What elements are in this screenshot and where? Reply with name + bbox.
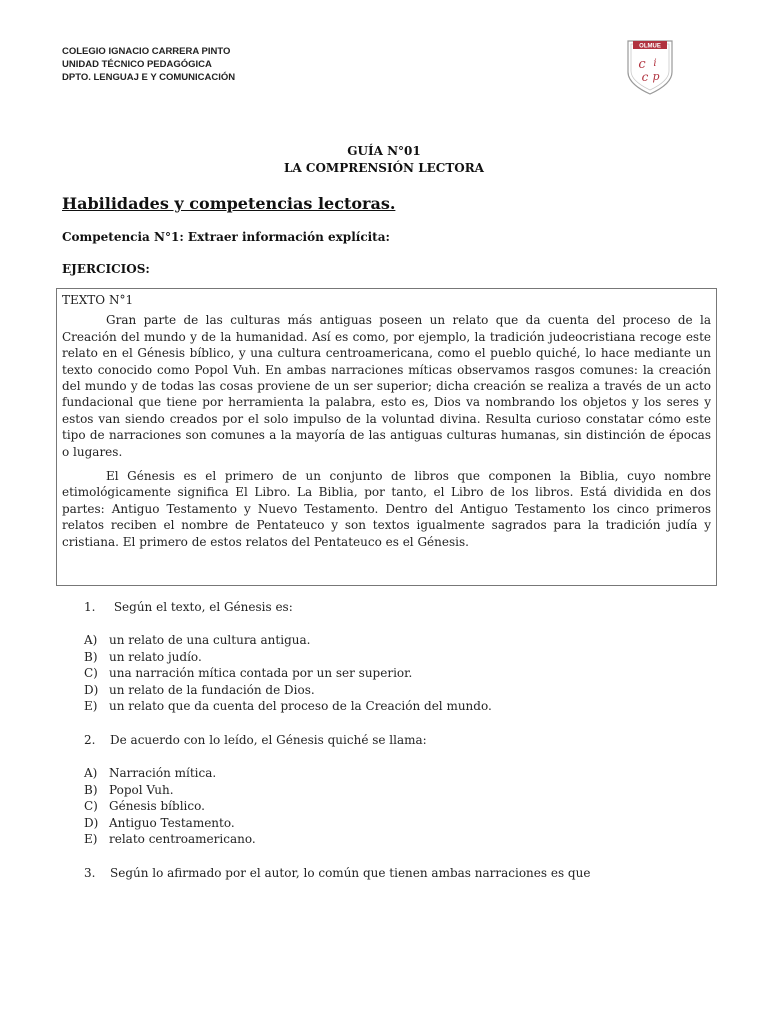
- text-paragraph-2: El Génesis es el primero de un conjunto de libros que componen la Biblia, cuyo nombre etimológicamente significa El Libro. La Biblia, por tanto, el Libro de los libros. Está dividida en dos partes: Antiguo Testamento y Nuevo Testamento. Dentro del Antiguo Testamento los cinco primeros relatos reciben el nombre de Pentateuco y son textos igualmente sagrados para la tradición judía y cristiana. El primero de estos relatos del Pentateuco es el Génesis.: [62, 469, 711, 549]
- option-e: E) relato centroamericano.: [84, 832, 256, 847]
- question-text: Según lo afirmado por el autor, lo común que tienen ambas narraciones es que: [110, 866, 591, 880]
- svg-text:i: i: [653, 58, 657, 69]
- question-number: 2.: [84, 733, 96, 747]
- exercises-label: EJERCICIOS:: [62, 262, 150, 276]
- svg-text:c: c: [641, 70, 649, 84]
- question-number: 3.: [84, 866, 96, 880]
- question-2-options: [84, 765, 256, 848]
- option-c: C) Génesis bíblico.: [84, 799, 205, 814]
- text-paragraph-1: Gran parte de las culturas más antiguas poseen un relato que da cuenta del proceso de la Creación del mundo y de la humanidad. Así es como, por ejemplo, la tradición judeocristiana recoge este relato en el Génesis bíblico, y una cultura centroamericana, como el pueblo quiché, lo hace mediante un texto conocido como Popol Vuh. En ambas narraciones míticas observamos rasgos comunes: la creación del mundo y de todas las cosas proviene de un ser superior; dicha creación se realiza a través de un acto fundacional que tiene por herramienta la palabra, esto es, Dios va nombrando los objetos y los seres y estos van siendo creados por el solo impulso de la voluntad divina. Resulta curioso constatar cómo este tipo de narraciones son comunes a la mayoría de las antiguas culturas humanas, sin distinción de épocas o lugares.: [62, 313, 711, 459]
- option-c: C) una narración mítica contada por un ser superior.: [84, 666, 413, 681]
- guide-subtitle: LA COMPRENSIÓN LECTORA: [283, 161, 484, 175]
- question-text: De acuerdo con lo leído, el Génesis quiché se llama:: [110, 733, 427, 747]
- reading-text-box: [56, 288, 717, 586]
- option-b: B) Popol Vuh.: [84, 782, 174, 797]
- question-3: [84, 866, 590, 880]
- option-d: D) un relato de la fundación de Dios.: [84, 682, 315, 697]
- question-number: 1.: [84, 600, 96, 614]
- text-label: TEXTO N°1: [62, 293, 134, 307]
- question-1: [84, 600, 293, 614]
- question-text: Según el texto, el Génesis es:: [110, 600, 293, 614]
- option-b: B) un relato judío.: [84, 649, 202, 664]
- guide-number: GUÍA N°01: [347, 144, 421, 158]
- option-e: E) un relato que da cuenta del proceso de la Creación del mundo.: [84, 699, 492, 714]
- competency-heading: Competencia N°1: Extraer información explícita:: [62, 230, 390, 244]
- option-d: D) Antiguo Testamento.: [84, 815, 235, 830]
- option-a: A) un relato de una cultura antigua.: [84, 633, 311, 647]
- school-header: [62, 45, 235, 84]
- svg-text:p: p: [652, 70, 660, 83]
- svg-text:c: c: [638, 57, 646, 72]
- section-title: Habilidades y competencias lectoras.: [62, 194, 396, 213]
- question-2: [84, 733, 427, 747]
- question-1-options: [84, 632, 492, 715]
- unit-name: UNIDAD TÉCNICO PEDAGÓGICA: [62, 59, 212, 70]
- department-name: DPTO. LENGUAJ E Y COMUNICACIÓN: [62, 72, 236, 83]
- school-crest-icon: [625, 38, 675, 96]
- school-name: COLEGIO IGNACIO CARRERA PINTO: [62, 46, 231, 57]
- logo-banner-text: OLMUE: [639, 43, 661, 50]
- option-a: A) Narración mítica.: [84, 766, 217, 780]
